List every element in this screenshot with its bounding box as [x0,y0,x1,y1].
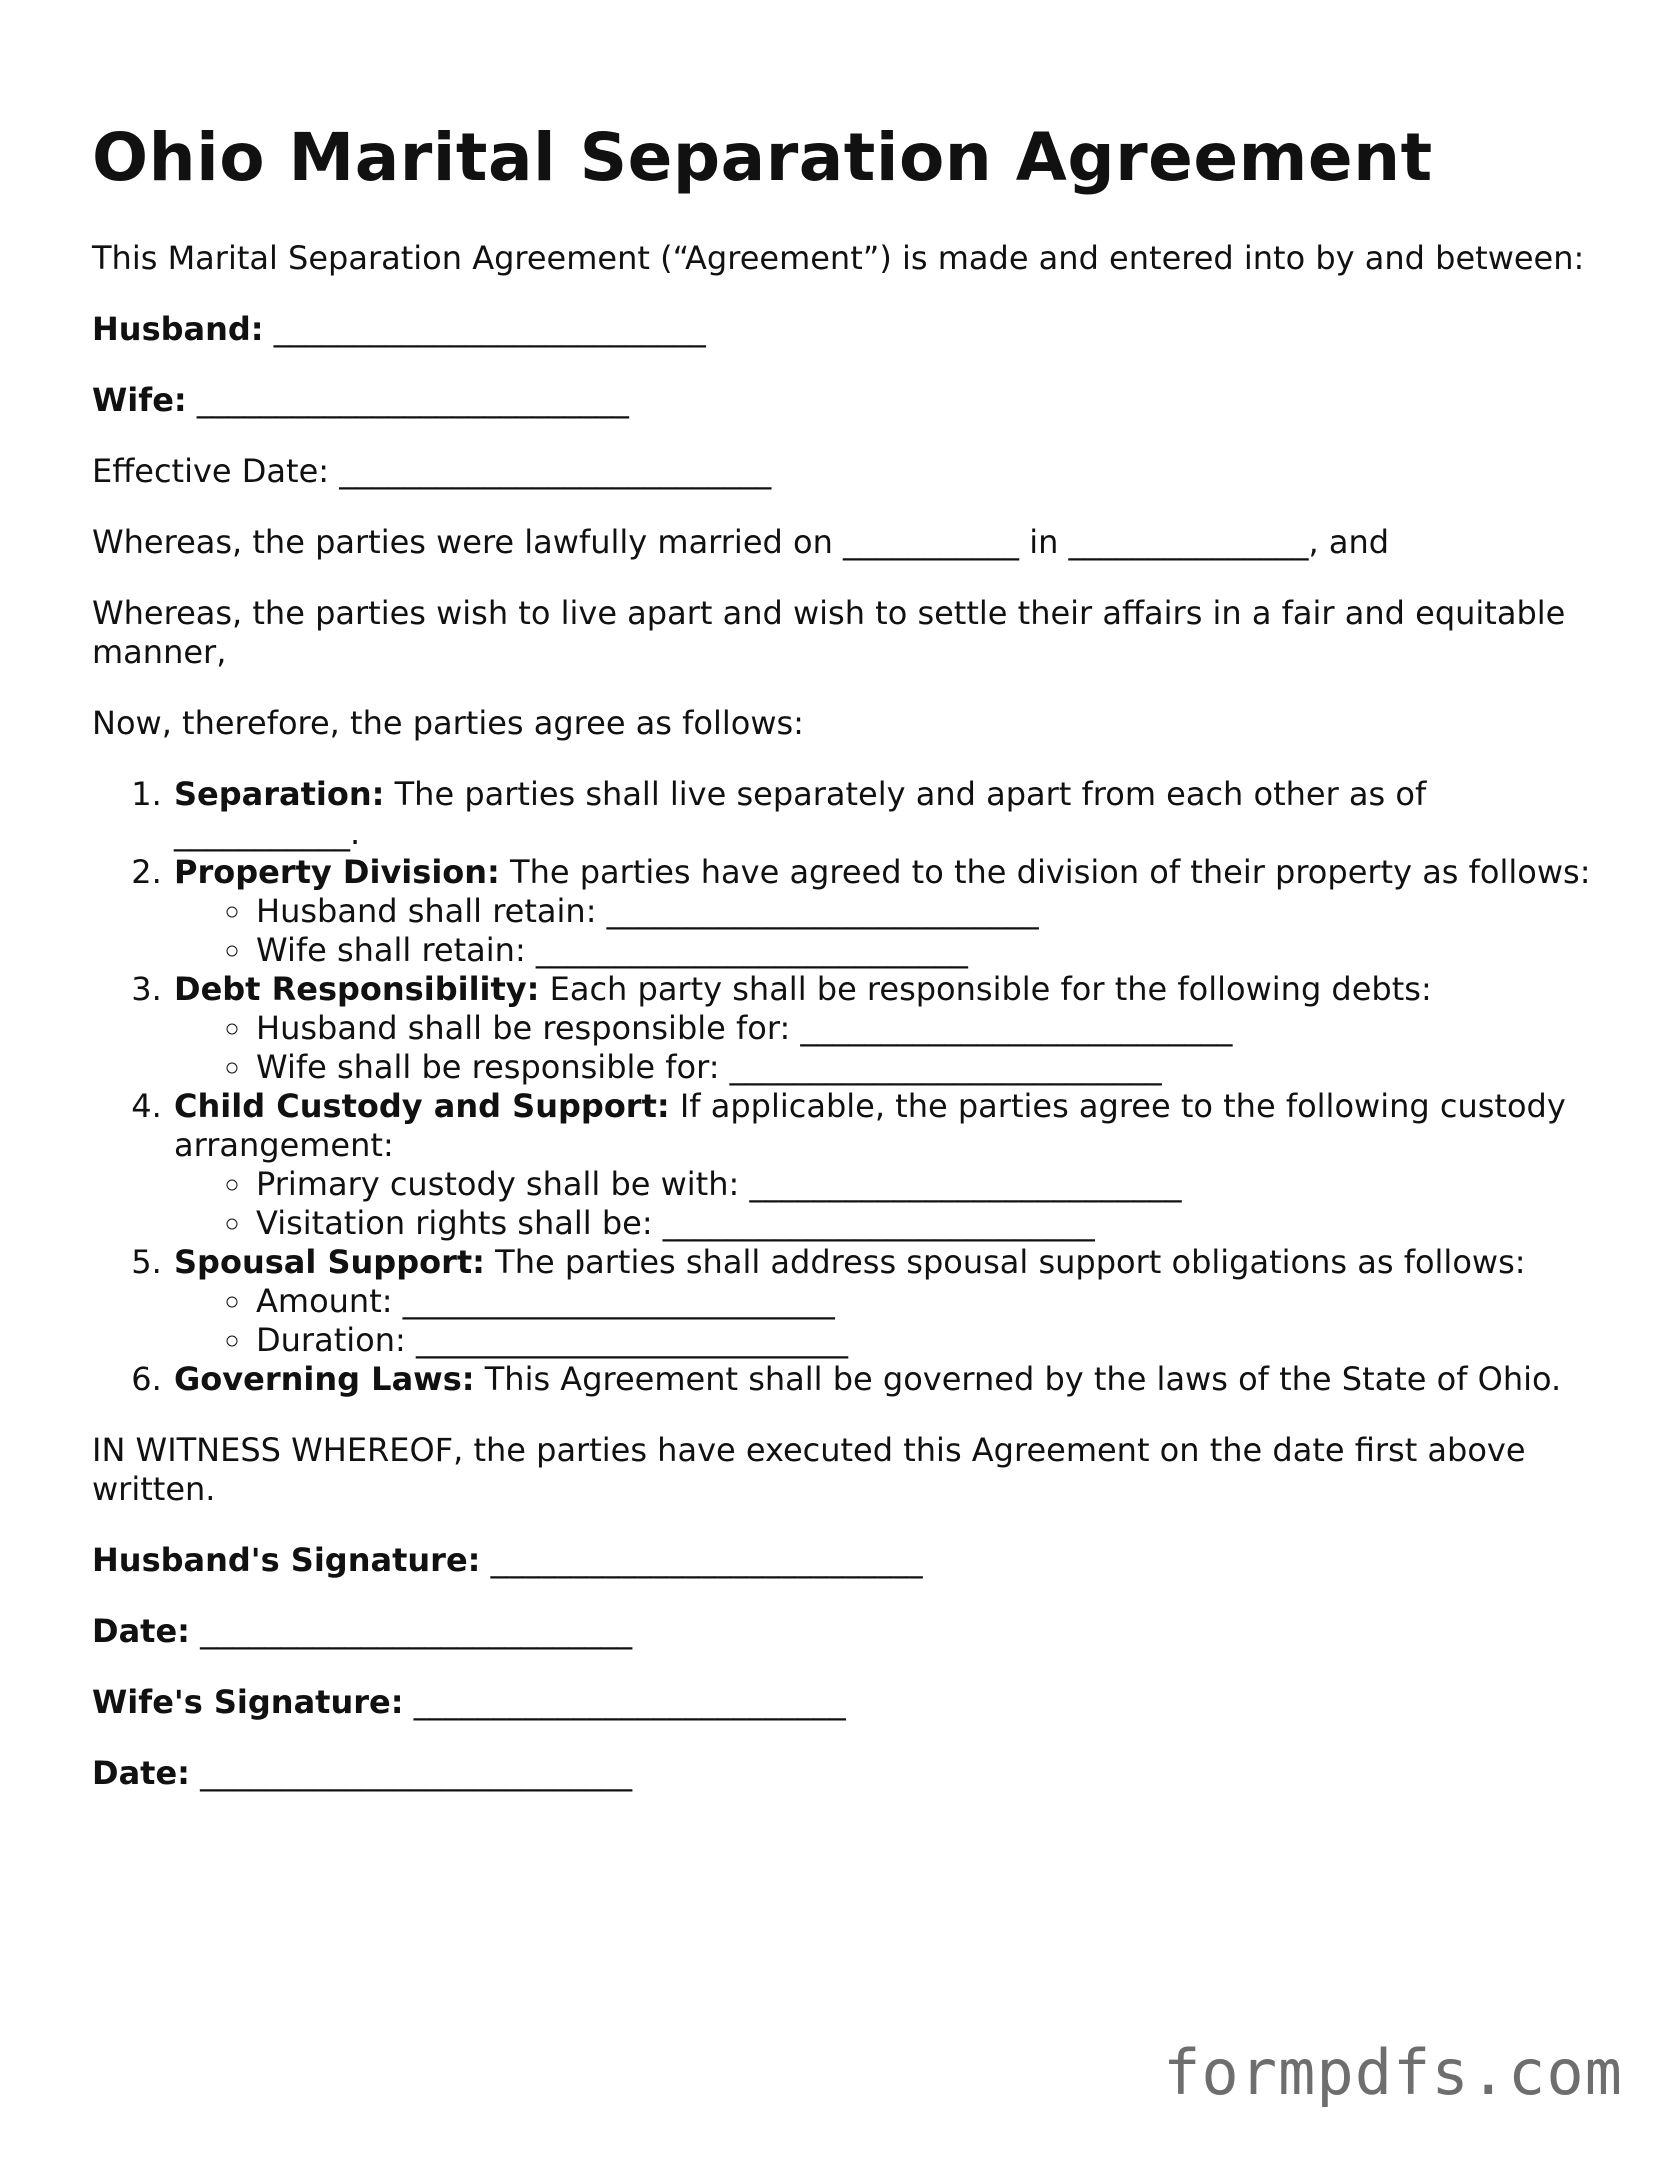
term-text: This Agreement shall be governed by the laws of the State of Ohio. [484,1360,1562,1399]
term-label: Spousal Support: [174,1243,485,1282]
sub-list [174,1165,1592,1243]
wife-label: Wife: [92,381,187,420]
sub-item: ◦ Visitation rights shall be: ___________________________ [254,1204,1592,1243]
signature-label: Date: [92,1754,190,1793]
husband-line [92,310,1592,349]
wife-blank[interactable]: ___________________________ [196,381,629,420]
watermark: formpdfs.com [1163,2036,1623,2109]
effective-date-label: Effective Date: [92,452,330,491]
wife-line [92,381,1592,420]
term-label: Debt Responsibility: [174,970,540,1009]
witness-paragraph: IN WITNESS WHEREOF, the parties have executed this Agreement on the date first above written. [92,1431,1526,1509]
signature-label: Date: [92,1612,190,1651]
term-separation [172,775,1592,853]
whereas-married: Whereas, the parties were lawfully married on ___________ in _______________, and [92,523,1390,562]
wife-date-line [92,1754,1592,1793]
term-text: If applicable, the parties agree to the following custody arrangement: [174,1087,1566,1165]
term-label: Governing Laws: [174,1360,475,1399]
term-text: The parties shall live separately and apart from each other as of ___________. [174,775,1427,853]
term-spousal-support [172,1243,1592,1360]
wife-signature-line [92,1683,1592,1722]
effective-date-blank[interactable]: ___________________________ [339,452,772,491]
husband-blank[interactable]: ___________________________ [273,310,706,349]
term-property-division [172,853,1592,970]
term-text: The parties have agreed to the division of their property as follows: [510,853,1591,892]
term-child-custody [172,1087,1592,1243]
husband-date-line [92,1612,1592,1651]
term-label: Property Division: [174,853,500,892]
term-governing-laws [172,1360,1592,1399]
term-text: Each party shall be responsible for the following debts: [549,970,1432,1009]
whereas-live-apart: Whereas, the parties wish to live apart and wish to settle their affairs in a fair and equitable manner, [92,594,1566,672]
terms-list [92,775,1592,1399]
term-text: The parties shall address spousal support obligations as follows: [495,1243,1526,1282]
document-page [92,118,1592,1825]
sub-list [174,1009,1592,1087]
now-therefore: Now, therefore, the parties agree as follows: [92,704,804,743]
signature-label: Husband's Signature: [92,1541,481,1580]
sub-item: ◦ Husband shall retain: ___________________________ [254,892,1592,931]
intro-paragraph: This Marital Separation Agreement (“Agreement”) is made and entered into by and between: [92,239,1585,278]
term-debt-responsibility [172,970,1592,1087]
sub-item: ◦ Husband shall be responsible for: ___________________________ [254,1009,1592,1048]
husband-label: Husband: [92,310,264,349]
sub-item: ◦ Wife shall retain: ___________________________ [254,931,1592,970]
husband-signature-line [92,1541,1592,1580]
sub-item: ◦ Wife shall be responsible for: ___________________________ [254,1048,1592,1087]
term-label: Child Custody and Support: [174,1087,670,1126]
signature-label: Wife's Signature: [92,1683,404,1722]
signature-blank[interactable]: ___________________________ [200,1612,633,1651]
sub-list [174,1282,1592,1360]
sub-item: ◦ Amount: ___________________________ [254,1282,1592,1321]
sub-list [174,892,1592,970]
sub-item: ◦ Primary custody shall be with: ___________________________ [254,1165,1592,1204]
page-title: Ohio Marital Separation Agreement [92,119,1433,196]
term-label: Separation: [174,775,385,814]
signature-blank[interactable]: ___________________________ [490,1541,923,1580]
signature-blank[interactable]: ___________________________ [413,1683,846,1722]
sub-item: ◦ Duration: ___________________________ [254,1321,1592,1360]
signature-blank[interactable]: ___________________________ [200,1754,633,1793]
effective-date-line [92,452,1592,491]
